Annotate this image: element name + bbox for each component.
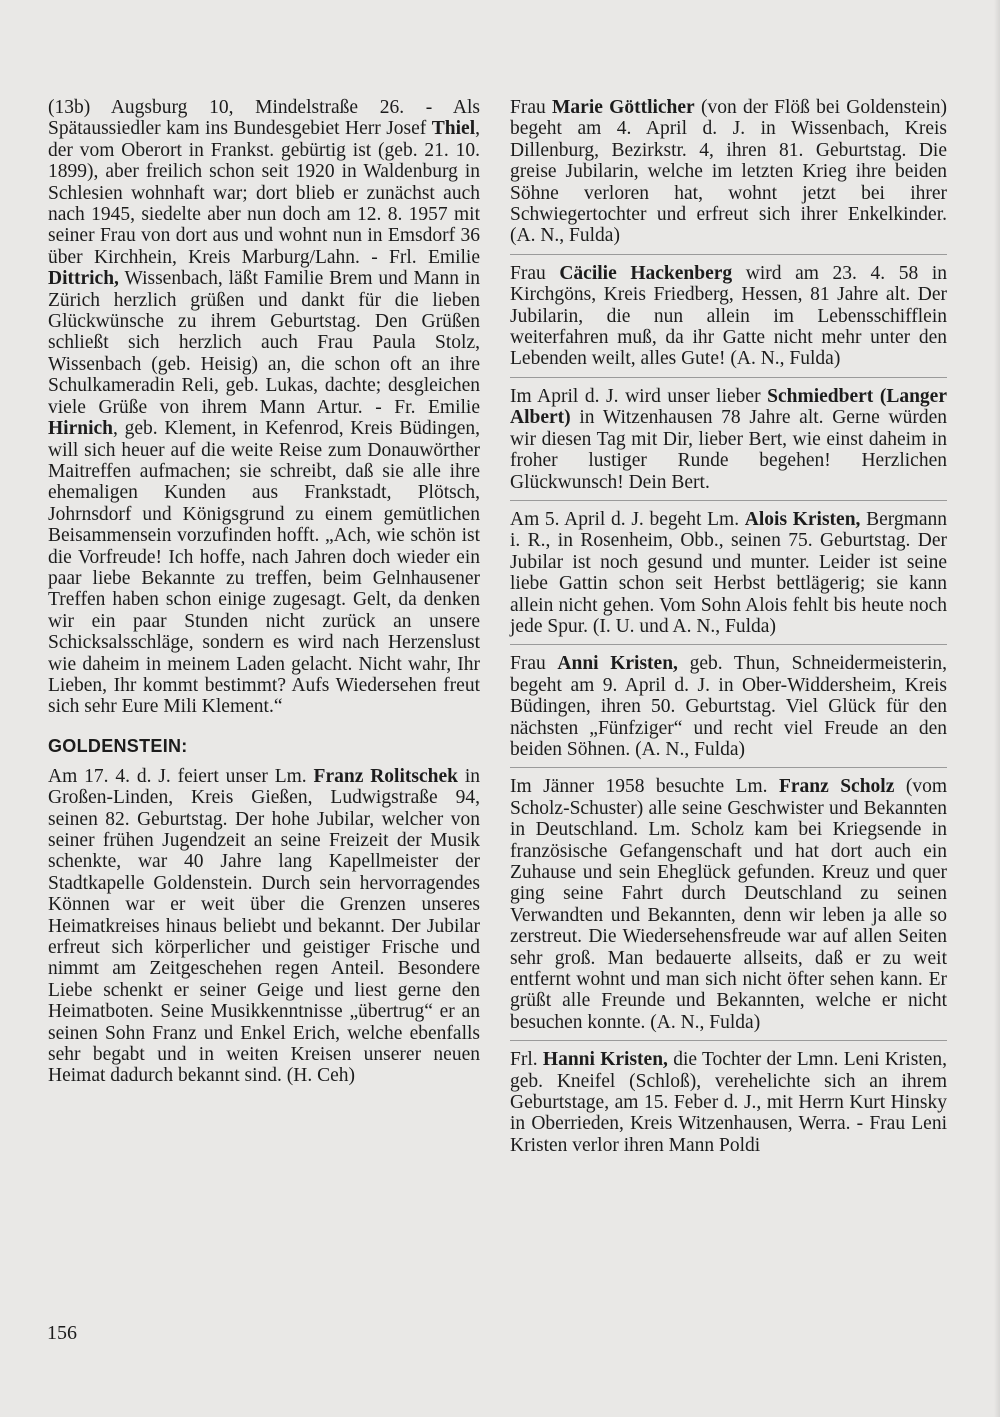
- paragraph-anni-kristen: Frau Anni Kristen, geb. Thun, Schneidermeisterin, begeht am 9. April d. J. in Ober-Widdersheim, Kreis Büdingen, ihren 50. Geburtstag. Viel Glück für den nächsten „Fünfziger“ und recht viel Freude an den beiden Söhnen. (A. N., Fulda): [510, 653, 948, 760]
- paragraph-schmiedbert: Im April d. J. wird unser lieber Schmiedbert (Langer Albert) in Witzenhausen 78 Jahre alt. Gerne würden wir diesen Tag mit Dir, lieber Bert, wie einst daheim in froher lustiger Runde begehen! Herzlichen Glückwunsch! Dein Bert.: [510, 385, 947, 493]
- paragraph-hackenberg: Frau Cäcilie Hackenberg wird am 23. 4. 58 in Kirchgöns, Kreis Friedberg, Hessen, 81 Jahre alt. Der Jubilarin, die nun allein im Lebensschifflein weiterfahren muß, da ihr Gatte nicht mehr unter den Lebenden weilt, alles Gute! (A. N., Fulda): [510, 262, 948, 370]
- name-franz-scholz: Franz Scholz: [778, 776, 895, 798]
- name-hackenberg: Cäcilie Hackenberg: [559, 262, 733, 284]
- right-column: [510, 97, 947, 1163]
- paragraph-thiel: (13b) Augsburg 10, Mindelstraße 26. - Als Spätaussiedler kam ins Bundesgebiet Herr Josef Thiel, der vom Oberort in Frankst. gebürtig ist (geb. 21. 10. 1899), aber freilich schon seit 1920 in Waldenburg in Schlesien wohnhaft war; dort blieb er zunächst auch nach 1945, siedelte aber nun doch am 12. 8. 1957 mit seiner Frau von dort aus und wohnt nun in Emsdorf 36 über Kirchhein, Kreis Marburg/Lahn. - Frl. Emilie Dittrich, Wissenbach, läßt Familie Brem und Mann in Zürich herzlich grüßen und dankt für die lieben Glückwünsche zu ihrem Geburtstag. Den Grüßen schließt sich herzlich auch Frau Paula Stolz, Wissenbach (geb. Heisig) an, die schon oft an ihre Schulkameradin Reli, geb. Lukas, dachte; desgleichen viele Grüße von ihrem Mann Artur. - Fr. Emilie Hirnich, geb. Klement, in Kefenrod, Kreis Büdingen, will sich heuer auf die weite Reise zum Donauwörther Maitreffen aufmachen; sie schreibt, daß sie alle ihre ehemaligen Kunden aus Frankstadt, Plötsch, Johrnsdorf und Königsgrund zu einem gemütlichen Beisammensein vorzufinden hofft. „Ach, wie schön ist die Vorfreude! Ich hoffe, nach Jahren doch wieder ein paar liebe Bekannte zu treffen, beim Gelnhausener Treffen haben schon einige zugesagt. Gelt, da denken wir ein paar Stunden nicht zurück an unsere Schicksalsschläge, sondern es wird nach Herzenslust wie daheim in meinem Laden gelacht. Nicht wahr, Ihr Lieben, Ihr kommt bestimmt? Aufs Wiedersehen freut sich sehr Eure Mili Klement.“: [48, 97, 480, 718]
- name-thiel: Thiel: [431, 118, 476, 140]
- name-schmiedbert: Schmiedbert (Langer Albert): [510, 385, 947, 429]
- divider: [510, 1040, 947, 1041]
- name-hirnich: Hirnich: [48, 418, 114, 440]
- section-heading-goldenstein: GOLDENSTEIN:: [48, 735, 188, 756]
- left-column: [48, 97, 480, 1094]
- divider: [510, 254, 947, 255]
- page-number: 156: [47, 1322, 77, 1344]
- paragraph-hanni-kristen: Frl. Hanni Kristen, die Tochter der Lmn. Leni Kristen, geb. Kneifel (Schloß), verehelichte sich an ihrem Geburtstage, am 15. Feber d. J., mit Herrn Kurt Hinsky in Oberrieden, Kreis Witzenhausen, Werra. - Frau Leni Kristen verlor ihren Mann Poldi: [510, 1049, 947, 1156]
- divider: [510, 500, 947, 501]
- paragraph-franz-scholz: Im Jänner 1958 besuchte Lm. Franz Scholz (vom Scholz-Schuster) alle seine Geschwister und Bekannten in Deutschland. Lm. Scholz kam bei Kriegsende in französische Gefangenschaft und hat dort auch ein Zuhause und sein Eheglück gefunden. Kreuz und quer ging seine Fahrt durch Deutschland zu seinen Verwandten und Bekannten, denn wir leben ja alle so zerstreut. Die Wiedersehensfreude war auf allen Seiten sehr groß. Man bedauerte allseits, daß er zu weit entfernt wohnt und man sich nicht öfter sehen kann. Er grüßt alle Freunde und Bekannten, welche er nicht besuchen konnte. (A. N., Fulda): [510, 776, 947, 1033]
- name-rolitschek: Franz Rolitschek: [313, 765, 458, 787]
- paragraph-rolitschek: Am 17. 4. d. J. feiert unser Lm. Franz Rolitschek in Großen-Linden, Kreis Gießen, Ludwigstraße 94, seinen 82. Geburtstag. Der hohe Jubilar, welcher von seiner frühen Jugendzeit an seine Freizeit der Musik schenkte, war 40 Jahre lang Kapellmeister der Stadtkapelle Goldenstein. Durch sein hervorragendes Können war er weit über die Grenzen unseres Heimatkreises hinaus beliebt und bekannt. Der Jubilar erfreut sich körperlicher und geistiger Frische und nimmt am Zeitgeschehen regen Anteil. Besondere Liebe schenkt er seiner Geige und liest gerne den Heimatboten. Seine Musikkenntnisse „übertrug“ er an seinen Sohn Franz und Enkel Erich, welche ebenfalls sehr begabt und in weiten Kreisen unserer neuen Heimat dadurch bekannt sind. (H. Ceh): [48, 765, 480, 1087]
- paragraph-goettlicher: Frau Marie Göttlicher (von der Flöß bei Goldenstein) begeht am 4. April d. J. in Wissenbach, Kreis Dillenburg, Bezirkstr. 4, ihren 81. Geburtstag. Die greise Jubilarin, welche im letzten Krieg ihre beiden Söhne verloren hat, wohnt jetzt bei ihrer Schwiegertochter und erfreut sich ihrer Enkelkinder. (A. N., Fulda): [510, 97, 947, 247]
- divider: [510, 644, 947, 645]
- divider: [510, 377, 947, 378]
- page-edge-shadow: [994, 0, 1000, 1417]
- name-hanni-kristen: Hanni Kristen,: [542, 1049, 668, 1071]
- divider: [510, 767, 947, 768]
- name-anni-kristen: Anni Kristen,: [557, 653, 678, 675]
- name-alois-kristen: Alois Kristen,: [744, 508, 861, 530]
- name-dittrich: Dittrich,: [48, 268, 119, 290]
- name-goettlicher: Marie Göttlicher: [552, 97, 695, 118]
- paragraph-alois-kristen: Am 5. April d. J. begeht Lm. Alois Kristen, Bergmann i. R., in Rosenheim, Obb., seinen 75. Geburtstag. Der Jubilar ist noch gesund und munter. Leider ist seine liebe Gattin schon seit Herbst bettlägerig; sie kann allein nicht gehen. Vom Sohn Alois fehlt bis heute noch jede Spur. (I. U. und A. N., Fulda): [510, 508, 947, 637]
